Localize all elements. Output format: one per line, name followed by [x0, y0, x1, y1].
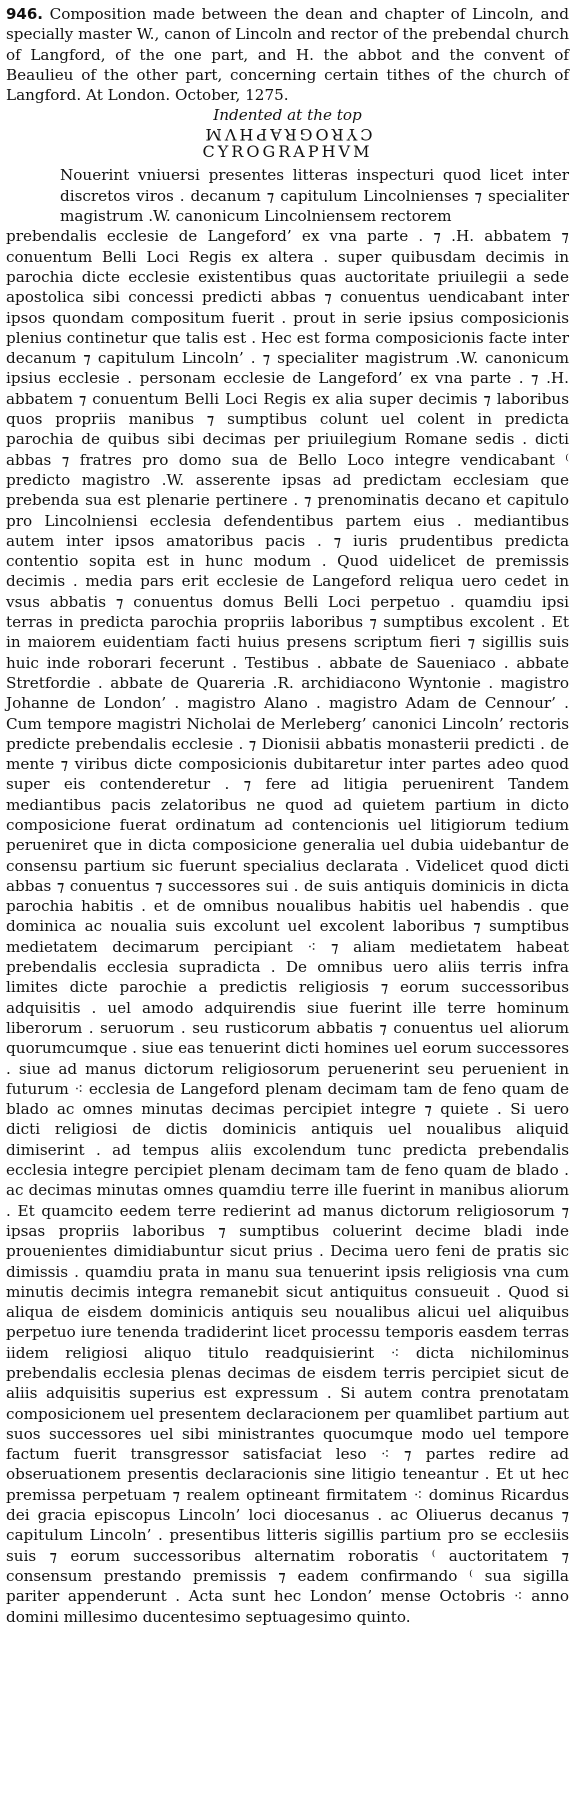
chirograph-inverted: CYROGRAPHVM	[202, 125, 373, 145]
charter-body: prebendalis ecclesie de Langeford’ ex vna parte . ⁊ .H. abbatem ⁊ conuentum Belli Loci Regis ex altera . super quibusdam decimis in parochia dicte ecclesie existentibus quas auctoritate priuilegii a sede apostolica sibi concessi predicti abbas ⁊ conuentus uendicabant inter ipsos quondam compositum fuerit . prout in serie ipsius composicionis plenius continetur que talis est . Hec est forma composicionis facte inter decanum ⁊ capitulum Lincoln’ . ⁊ specialiter magistrum .W. canonicum ipsius ecclesie . personam ecclesie de Langeford’ ex vna parte . ⁊ .H. abbatem ⁊ conuentum Belli Loci Regis ex alia super decimis ⁊ laboribus quos propriis manibus ⁊ sumptibus colunt uel colent in predicta parochia de quibus sibi decimas per priuilegium Romane sedis . dicti abbas ⁊ fratres pro domo sua de Bello Loco integre vendicabant ⁽ predicto magistro .W. asserente ipsas ad predictam ecclesiam que prebenda sua est plenarie pertinere . ⁊ prenominatis decano et capitulo pro Lincolniensi ecclesia defendentibus partem eius . mediantibus autem inter ipsos amatoribus pacis . ⁊ iuris prudentibus predicta contentio sopita est in hunc modum . Quod uidelicet de premissis decimis . media pars erit ecclesie de Langeford reliqua uero cedet in vsus abbatis ⁊ conuentus domus Belli Loci perpetuo . quamdiu ipsi terras in predicta parochia propriis laboribus ⁊ sumptibus excolent . Et in maiorem euidentiam facti huius presens scriptum fieri ⁊ sigillis suis huic inde roborari fecerunt . Testibus . abbate de Saueniaco . abbate Stretfordie . abbate de Quareria .R. archidiacono Wyntonie . magistro Johanne de London’ . magistro Alano . magistro Adam de Cennour’ . Cum tempore magistri Nicholai de Merleberg’ canonici Lincoln’ rectoris predicte prebendalis ecclesie . ⁊ Dionisii abbatis monasterii predicti . de mente ⁊ viribus dicte composicionis dubitaretur inter partes adeo quod super eis contenderetur . ⁊ fere ad litigia peruenirent Tandem mediantibus pacis zelatoribus ne quod ad quietem partium in dicto composicione fuerat ordinatum ad contencionis uel litigiorum tedium perueniret que in dicta composicione generalia uel dubia uidebantur de consensu partium sic fuerunt specialius declarata . Videlicet quod dicti abbas ⁊ conuentus ⁊ successores sui . de suis antiquis dominicis in dicta parochia habitis . et de omnibus noualibus habitis uel habendis . que dominica ac noualia suis excolunt uel excolent laboribus ⁊ sumptibus medietatem decimarum percipiant ⁖ ⁊ aliam medietatem habeat prebendalis ecclesia supradicta . De omnibus uero aliis terris infra limites dicte parochie a predictis religiosis ⁊ eorum successoribus adquisitis . uel amodo adquirendis siue fuerint ille terre hominum liberorum . seruorum . seu rusticorum abbatis ⁊ conuentus uel aliorum quorumcumque . siue eas tenuerint dicti homines uel eorum successores . siue ad manus dictorum religiosorum peruenerint seu peruenient in futurum ⁖ ecclesia de Langeford plenam decimam tam de feno quam de blado ac omnes minutas decimas percipiet integre ⁊ quiete . Si uero dicti religiosi de dictis dominicis antiquis uel noualibus aliquid dimiserint . ad tempus aliis excolendum tunc predicta prebendalis ecclesia integre percipiet plenam decimam tam de feno quam de blado . ac decimas minutas omnes quamdiu terre ille fuerint in manibus aliorum . Et quamcito eedem terre redierint ad manus dictorum religiosorum ⁊ ipsas propriis laboribus ⁊ sumptibus coluerint decime bladi inde prouenientes dimidiabuntur sicut prius . Decima uero feni de pratis sic dimissis . quamdiu prata in manu sua tenuerint ipsis religiosis vna cum minutis decimis integra remanebit sicut antiquitus consueuit . Quod si aliqua de eisdem dominicis antiquis seu noualibus alicui uel aliquibus perpetuo iure tenenda tradiderint licet processu temporis easdem terras iidem religiosi aliquo titulo readquisierint ⁖ dicta nichilominus prebendalis ecclesia plenas decimas de eisdem terris percipiet sicut de aliis adquisitis superius est expressum . Si autem contra prenotatam composicionem uel presentem declaracionem per quamlibet partium aut suos successores uel sibi ministrantes quocumque modo uel tempore factum fuerit transgressor satisfaciat leso ⁖ ⁊ partes redire ad obseruationem presentis declaracionis sine litigio teneantur . Et ut hec premissa perpetuam ⁊ realem optineant firmitatem ⁖ dominus Ricardus dei gracia episcopus Lincoln’ loci diocesanus . ac Oliuerus decanus ⁊ capitulum Lincoln’ . presentibus litteris sigillis partium pro se ecclesiis suis ⁊ eorum successoribus alternatim roboratis ⁽ auctoritatem ⁊ consensum prestando premissis ⁊ eadem confirmando ⁽ sua sigilla pariter appenderunt . Acta sunt hec London’ mense Octobris ⁖ anno domini millesimo ducentesimo septuagesimo quinto.	[6, 227, 569, 1626]
chirograph-upright: CYROGRAPHVM	[202, 142, 373, 162]
indented-note: Indented at the top	[213, 106, 362, 125]
document-number: 946.	[6, 5, 44, 23]
document-heading-text: Composition made between the dean and chapter of Lincoln, and specially master W., canon of Lincoln and rector of the prebendal church of Langford, of the one part, and H. the abbot and the convent of Beaulieu of the other part, concerning certain tithes of the church of Langford. At London. October, 1275.	[6, 5, 570, 105]
document-heading	[6, 4, 569, 105]
charter-opening: Nouerint vniuersi presentes litteras inspecturi quod licet inter discretos viros . decanum ⁊ capitulum Lincolnienses ⁊ specialiter magistrum .W. canonicum Lincolniensem rectorem	[60, 166, 569, 226]
chirograph-heading	[6, 125, 569, 165]
